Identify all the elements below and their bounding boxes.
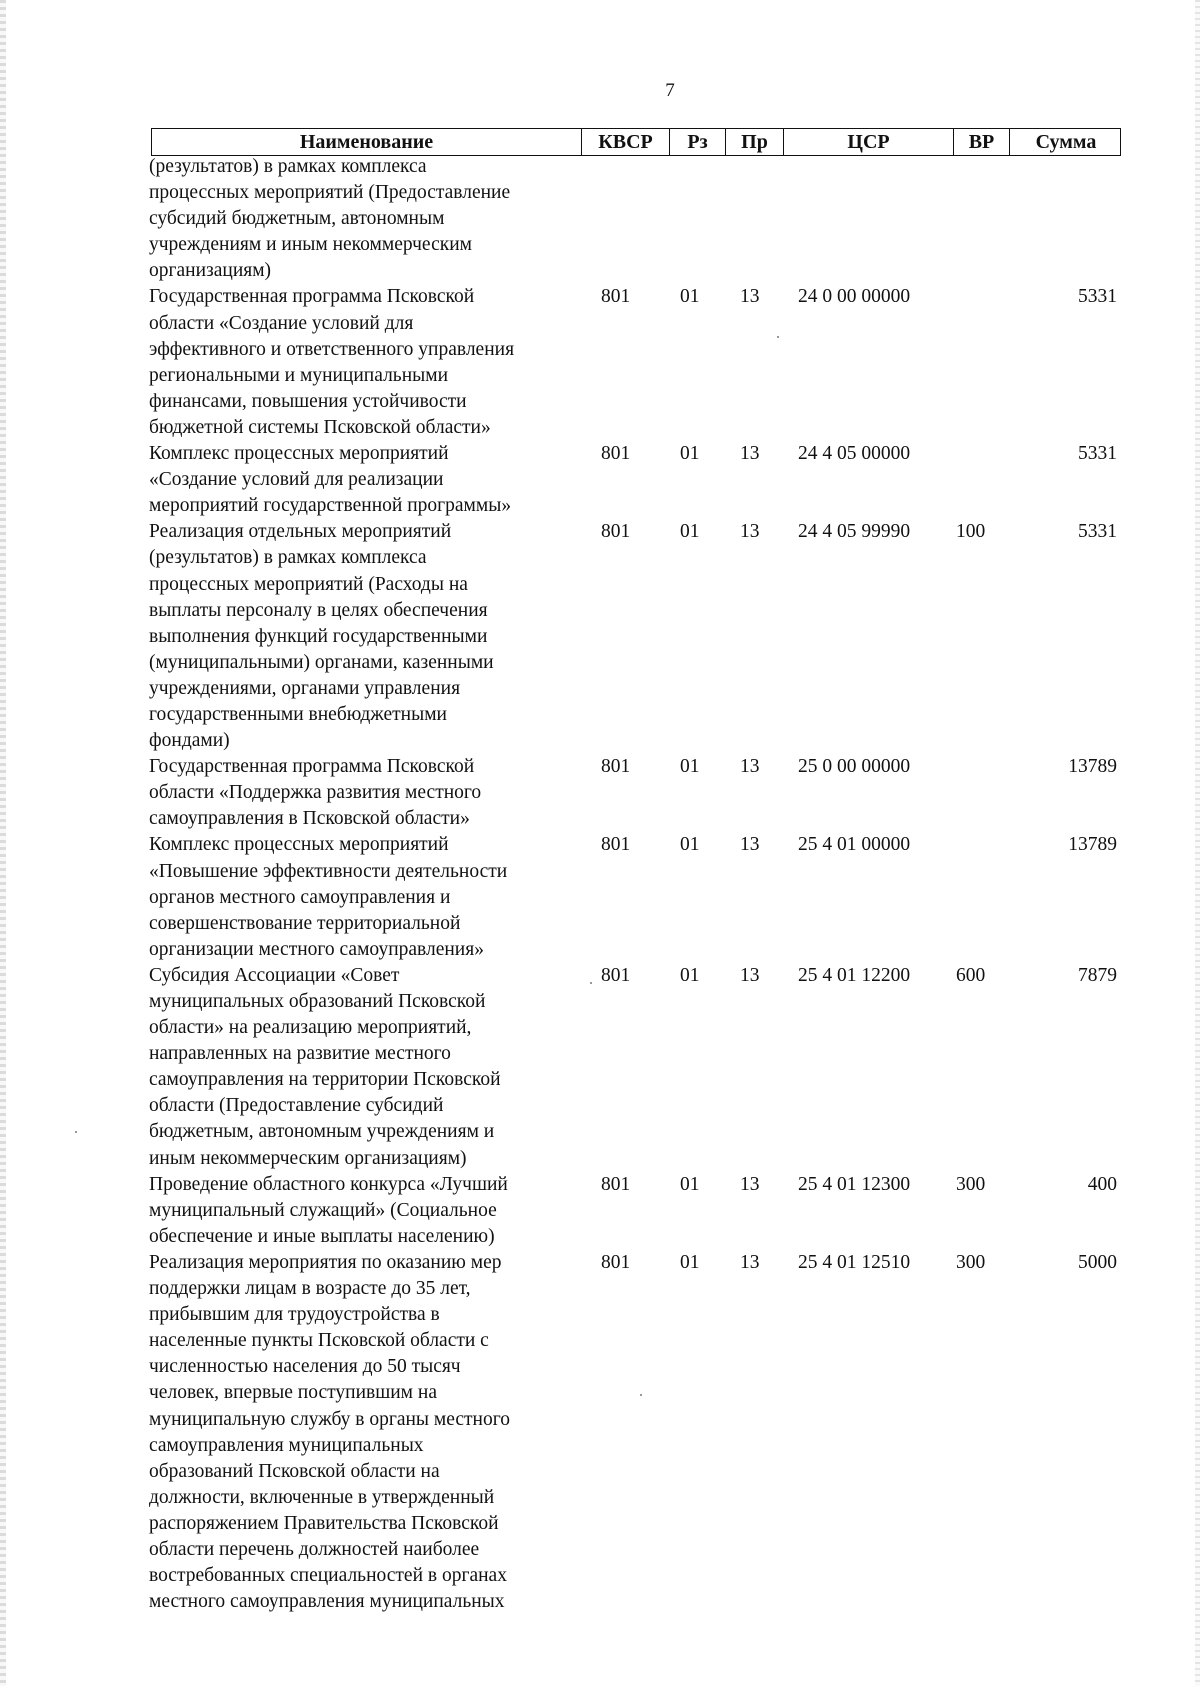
cell-csr: 24 4 05 99990 bbox=[798, 521, 911, 543]
row-name-line: учреждениями, органами управления bbox=[149, 677, 461, 699]
cell-sum: 13789 bbox=[1068, 756, 1117, 778]
row-name bbox=[149, 519, 569, 754]
table-row bbox=[0, 284, 1200, 441]
cell-kvsr: 801 bbox=[601, 286, 631, 308]
row-name-line: органов местного самоуправления и bbox=[149, 886, 451, 908]
row-name-line: востребованных специальностей в органах bbox=[149, 1565, 507, 1587]
row-name-line: бюджетным, автономным учреждениям и bbox=[149, 1121, 495, 1143]
cell-sum: 5331 bbox=[1078, 521, 1117, 543]
cell-pr: 13 bbox=[740, 834, 760, 856]
row-name-line: муниципальный служащий» (Социальное bbox=[149, 1199, 497, 1221]
row-name-line: численностью населения до 50 тысяч bbox=[149, 1356, 461, 1378]
row-name-line: региональными и муниципальными bbox=[149, 364, 449, 386]
header-vr: ВР bbox=[953, 129, 1009, 155]
row-name-line: самоуправления муниципальных bbox=[149, 1434, 424, 1456]
scan-speck bbox=[777, 336, 779, 338]
row-name-line: самоуправления на территории Псковской bbox=[149, 1069, 501, 1091]
scan-speck bbox=[640, 1394, 642, 1396]
cell-kvsr: 801 bbox=[601, 756, 631, 778]
row-name bbox=[149, 1250, 569, 1615]
row-name-line: Комплекс процессных мероприятий bbox=[149, 443, 449, 465]
header-name: Наименование bbox=[299, 131, 434, 153]
cell-rz: 01 bbox=[680, 443, 700, 465]
row-name-line: организации местного самоуправления» bbox=[149, 938, 484, 960]
row-name-line: организациям) bbox=[149, 260, 272, 282]
row-name-line: населенные пункты Псковской области с bbox=[149, 1330, 489, 1352]
cell-kvsr: 801 bbox=[601, 521, 631, 543]
row-name-line: области «Создание условий для bbox=[149, 312, 414, 334]
row-name-line: иным некоммерческим организациям) bbox=[149, 1147, 467, 1169]
row-name-line: (результатов) в рамках комплекса bbox=[149, 156, 427, 177]
cell-sum: 5331 bbox=[1078, 443, 1117, 465]
row-name-line: области (Предоставление субсидий bbox=[149, 1095, 444, 1117]
cell-sum: 13789 bbox=[1068, 834, 1117, 856]
row-name bbox=[149, 154, 569, 284]
table-row bbox=[0, 519, 1200, 754]
row-name bbox=[149, 832, 569, 962]
header-pr: Пр bbox=[725, 129, 783, 155]
page-number: 7 bbox=[665, 80, 675, 101]
row-name-line: распоряжением Правительства Псковской bbox=[149, 1512, 499, 1534]
row-name-line: области перечень должностей наиболее bbox=[149, 1538, 480, 1560]
row-name-line: государственными внебюджетными bbox=[149, 703, 447, 725]
row-name-line: фондами) bbox=[149, 730, 230, 752]
cell-kvsr: 801 bbox=[601, 1251, 631, 1273]
cell-csr: 24 0 00 00000 bbox=[798, 286, 911, 308]
header-sum: Сумма bbox=[1009, 129, 1122, 155]
cell-kvsr: 801 bbox=[601, 834, 631, 856]
row-name-line: бюджетной системы Псковской области» bbox=[149, 416, 491, 438]
table-row bbox=[0, 963, 1200, 1172]
cell-rz: 01 bbox=[680, 964, 700, 986]
cell-csr: 25 4 01 12200 bbox=[798, 964, 911, 986]
row-name-line: Реализация мероприятия по оказанию мер bbox=[149, 1251, 502, 1273]
cell-vr: 300 bbox=[956, 1173, 986, 1195]
row-name-line: должности, включенные в утвержденный bbox=[149, 1486, 495, 1508]
row-name-line: области» на реализацию мероприятий, bbox=[149, 1017, 472, 1039]
cell-vr: 300 bbox=[956, 1251, 986, 1273]
row-name-line: образований Псковской области на bbox=[149, 1460, 440, 1482]
cell-pr: 13 bbox=[740, 443, 760, 465]
row-name-line: муниципальных образований Псковской bbox=[149, 991, 486, 1012]
header-rz: Рз bbox=[669, 129, 725, 155]
table-row bbox=[0, 832, 1200, 962]
cell-rz: 01 bbox=[680, 286, 700, 308]
row-name-line: эффективного и ответственного управления bbox=[149, 338, 515, 360]
row-name-line: поддержки лицам в возрасте до 35 лет, bbox=[149, 1278, 471, 1300]
cell-pr: 13 bbox=[740, 286, 760, 308]
row-name-line: Государственная программа Псковской bbox=[149, 286, 475, 308]
row-name bbox=[149, 754, 569, 832]
row-name-line: области «Поддержка развития местного bbox=[149, 782, 482, 804]
row-name-line: процессных мероприятий (Расходы на bbox=[149, 573, 468, 595]
cell-csr: 25 0 00 00000 bbox=[798, 756, 911, 778]
row-name bbox=[149, 284, 569, 441]
row-name-line: «Создание условий для реализации bbox=[149, 469, 444, 491]
row-name-line: направленных на развитие местного bbox=[149, 1043, 451, 1065]
header-kvsr: КВСР bbox=[581, 129, 669, 155]
cell-sum: 7879 bbox=[1078, 964, 1117, 986]
row-name-line: муниципальную службу в органы местного bbox=[149, 1408, 510, 1430]
table-row bbox=[0, 754, 1200, 832]
cell-kvsr: 801 bbox=[601, 1173, 631, 1195]
row-name-line: «Повышение эффективности деятельности bbox=[149, 860, 508, 882]
row-name-line: прибывшим для трудоустройства в bbox=[149, 1304, 440, 1326]
row-name-line: выплаты персоналу в целях обеспечения bbox=[149, 599, 488, 621]
cell-rz: 01 bbox=[680, 756, 700, 778]
row-name-line: самоуправления в Псковской области» bbox=[149, 808, 470, 830]
cell-pr: 13 bbox=[740, 1251, 760, 1273]
row-name-line: мероприятий государственной программы» bbox=[149, 495, 512, 517]
cell-rz: 01 bbox=[680, 1173, 700, 1195]
cell-sum: 5331 bbox=[1078, 286, 1117, 308]
row-name-line: Субсидия Ассоциации «Совет bbox=[149, 964, 400, 986]
row-name bbox=[149, 441, 569, 519]
row-name-line: финансами, повышения устойчивости bbox=[149, 390, 467, 412]
cell-csr: 25 4 01 12300 bbox=[798, 1173, 911, 1195]
scan-speck bbox=[75, 1131, 77, 1133]
cell-kvsr: 801 bbox=[601, 964, 631, 986]
cell-rz: 01 bbox=[680, 834, 700, 856]
row-name bbox=[149, 1172, 569, 1250]
row-name-line: Проведение областного конкурса «Лучший bbox=[149, 1173, 508, 1195]
row-name-line: Государственная программа Псковской bbox=[149, 756, 475, 778]
cell-vr: 100 bbox=[956, 521, 986, 543]
cell-rz: 01 bbox=[680, 521, 700, 543]
table-row bbox=[0, 1250, 1200, 1615]
cell-sum: 400 bbox=[1087, 1173, 1117, 1195]
row-name-line: Комплекс процессных мероприятий bbox=[149, 834, 449, 856]
table-row bbox=[0, 441, 1200, 519]
row-name-line: совершенствование территориальной bbox=[149, 912, 461, 934]
cell-csr: 25 4 01 12510 bbox=[798, 1251, 911, 1273]
row-name-line: процессных мероприятий (Предоставление bbox=[149, 182, 511, 204]
cell-rz: 01 bbox=[680, 1251, 700, 1273]
cell-sum: 5000 bbox=[1078, 1251, 1117, 1273]
row-name bbox=[149, 963, 569, 1172]
cell-kvsr: 801 bbox=[601, 443, 631, 465]
row-name-line: Реализация отдельных мероприятий bbox=[149, 521, 452, 543]
scan-speck bbox=[590, 982, 592, 984]
row-name-line: учреждениям и иным некоммерческим bbox=[149, 234, 472, 256]
header-csr: ЦСР bbox=[783, 129, 953, 155]
row-name-line: местного самоуправления муниципальных bbox=[149, 1591, 505, 1613]
cell-pr: 13 bbox=[740, 1173, 760, 1195]
cell-csr: 25 4 01 00000 bbox=[798, 834, 911, 856]
table-row bbox=[0, 1172, 1200, 1250]
table-body bbox=[0, 154, 1200, 1615]
cell-pr: 13 bbox=[740, 964, 760, 986]
row-name-line: выполнения функций государственными bbox=[149, 625, 488, 647]
row-name-line: (результатов) в рамках комплекса bbox=[149, 547, 427, 569]
table-row bbox=[0, 154, 1200, 284]
cell-pr: 13 bbox=[740, 521, 760, 543]
cell-vr: 600 bbox=[956, 964, 986, 986]
row-name-line: субсидий бюджетным, автономным bbox=[149, 208, 445, 230]
row-name-line: обеспечение и иные выплаты населению) bbox=[149, 1225, 495, 1247]
row-name-line: человек, впервые поступившим на bbox=[149, 1382, 437, 1404]
row-name-line: (муниципальными) органами, казенными bbox=[149, 651, 494, 673]
table-header bbox=[151, 128, 1121, 156]
cell-csr: 24 4 05 00000 bbox=[798, 443, 911, 465]
cell-pr: 13 bbox=[740, 756, 760, 778]
